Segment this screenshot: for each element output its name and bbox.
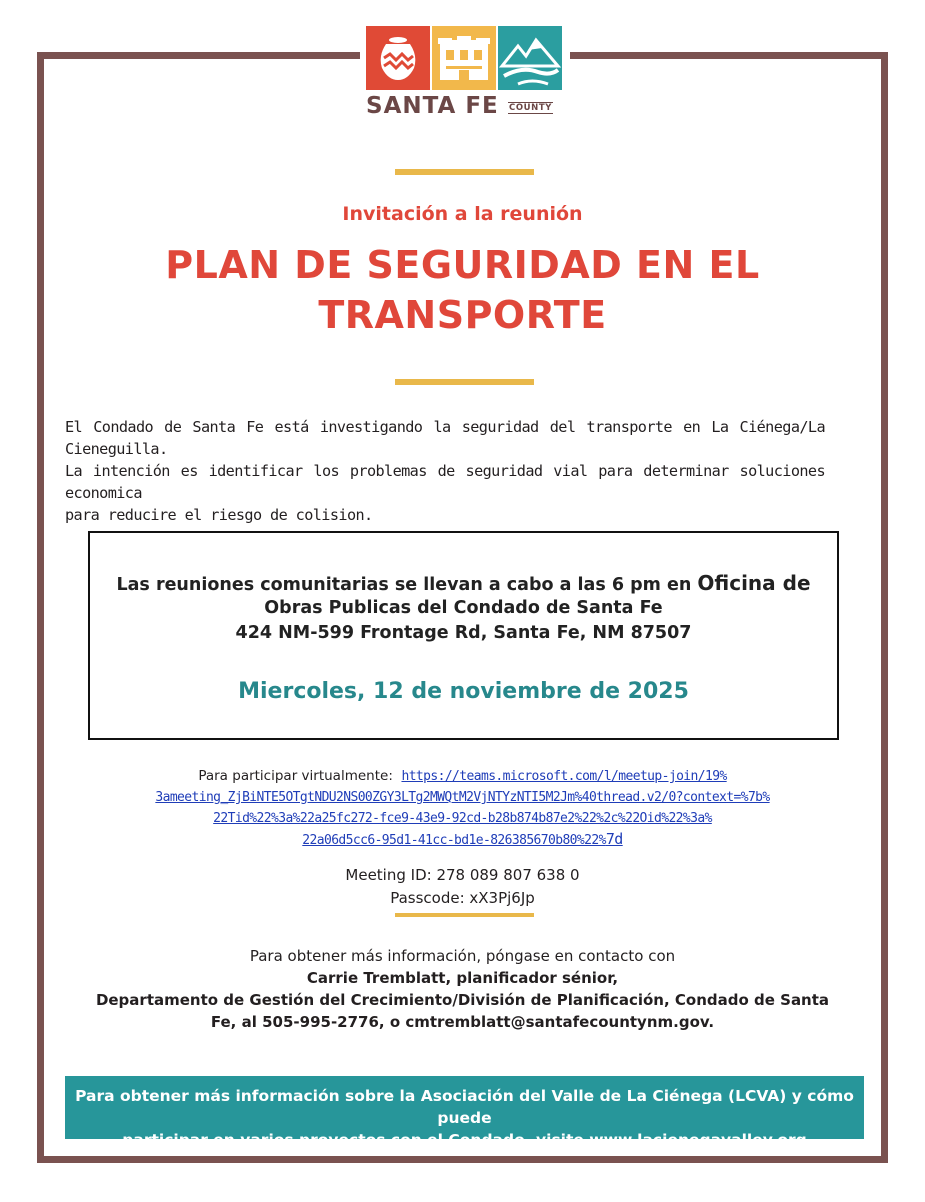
gold-divider-middle <box>395 379 534 385</box>
meeting-venue-emph: Oficina de <box>697 571 811 595</box>
page-title <box>0 240 925 340</box>
virtual-join-label: Para participar virtualmente: <box>198 768 393 784</box>
gold-divider-bottom <box>395 913 534 917</box>
contact-department: Departamento de Gestión del Crecimiento/División de Planificación, Condado de Santa <box>95 991 830 1009</box>
santa-fe-county-logo <box>360 22 570 126</box>
title-line-2: TRANSPORTE <box>318 293 607 337</box>
contact-phone-email: Fe, al 505-995-2776, o cmtremblatt@santafecountynm.gov. <box>210 1013 715 1031</box>
teams-link-part-1[interactable]: https://teams.microsoft.com/l/meetup-join/19% <box>401 769 727 784</box>
meeting-address: 424 NM-599 Frontage Rd, Santa Fe, NM 87507 <box>235 623 692 643</box>
gold-divider-top <box>395 169 534 175</box>
meeting-id: Meeting ID: 278 089 807 638 0 <box>345 866 580 884</box>
banner-line-1: Para obtener más información sobre la Asociación del Valle de La Ciénega (LCVA) y cómo puede <box>75 1087 854 1127</box>
meeting-time-text: Las reuniones comunitarias se llevan a cabo a las 6 pm en <box>116 575 698 595</box>
contact-line-1: Para obtener más información, póngase en contacto con <box>249 947 676 965</box>
meeting-info-box <box>88 531 839 740</box>
lcva-info-banner <box>65 1076 864 1149</box>
meeting-credentials <box>0 864 925 910</box>
meeting-location-line-2: Obras Publicas del Condado de Santa Fe <box>264 598 663 618</box>
logo-wordmark: SANTA FE <box>366 93 499 119</box>
teams-link-end[interactable]: 7d <box>605 830 623 848</box>
meeting-location-line-1 <box>90 571 837 595</box>
mountain-landscape-icon <box>498 26 562 90</box>
virtual-join-line-1 <box>0 766 925 787</box>
teams-link-part-4[interactable]: 22a06d5cc6-95d1-41cc-bd1e-826385670b80%22% <box>302 833 606 848</box>
teams-link-part-3[interactable]: 22Tid%22%3a%22a25fc272-fce9-43e9-92cd-b28b874b87e2%22%2c%22Oid%22%3a% <box>213 811 712 826</box>
intro-line-2: La intención es identificar los problemas de seguridad vial para determinar soluciones economica <box>65 462 825 502</box>
title-line-1: PLAN DE SEGURIDAD EN EL <box>165 243 760 287</box>
pottery-icon <box>366 26 430 90</box>
meeting-date: Miercoles, 12 de noviembre de 2025 <box>238 679 689 704</box>
intro-paragraph <box>65 416 825 526</box>
invitation-subtitle: Invitación a la reunión <box>342 203 583 225</box>
intro-line-3: para reducire el riesgo de colision. <box>65 506 373 524</box>
teams-link-part-2[interactable]: 3ameeting_ZjBiNTE5OTgtNDU2NS00ZGY3LTg2MWQtM2VjNTYzNTI5M2Jm%40thread.v2/0?context=%7b% <box>155 790 770 805</box>
intro-line-1: El Condado de Santa Fe está investigando la seguridad del transporte en La Ciénega/La Cieneguilla. <box>65 418 825 458</box>
logo-county-label: COUNTY <box>509 103 553 113</box>
contact-section <box>0 945 925 1033</box>
adobe-building-icon <box>432 26 496 90</box>
banner-line-2: participar en varios proyectos con el Condado, visite www.lacienegavalley.org <box>122 1131 807 1149</box>
contact-name: Carrie Tremblatt, planificador sénior, <box>306 969 619 987</box>
meeting-passcode: Passcode: xX3Pj6Jp <box>390 889 535 907</box>
virtual-join-section <box>0 766 925 851</box>
